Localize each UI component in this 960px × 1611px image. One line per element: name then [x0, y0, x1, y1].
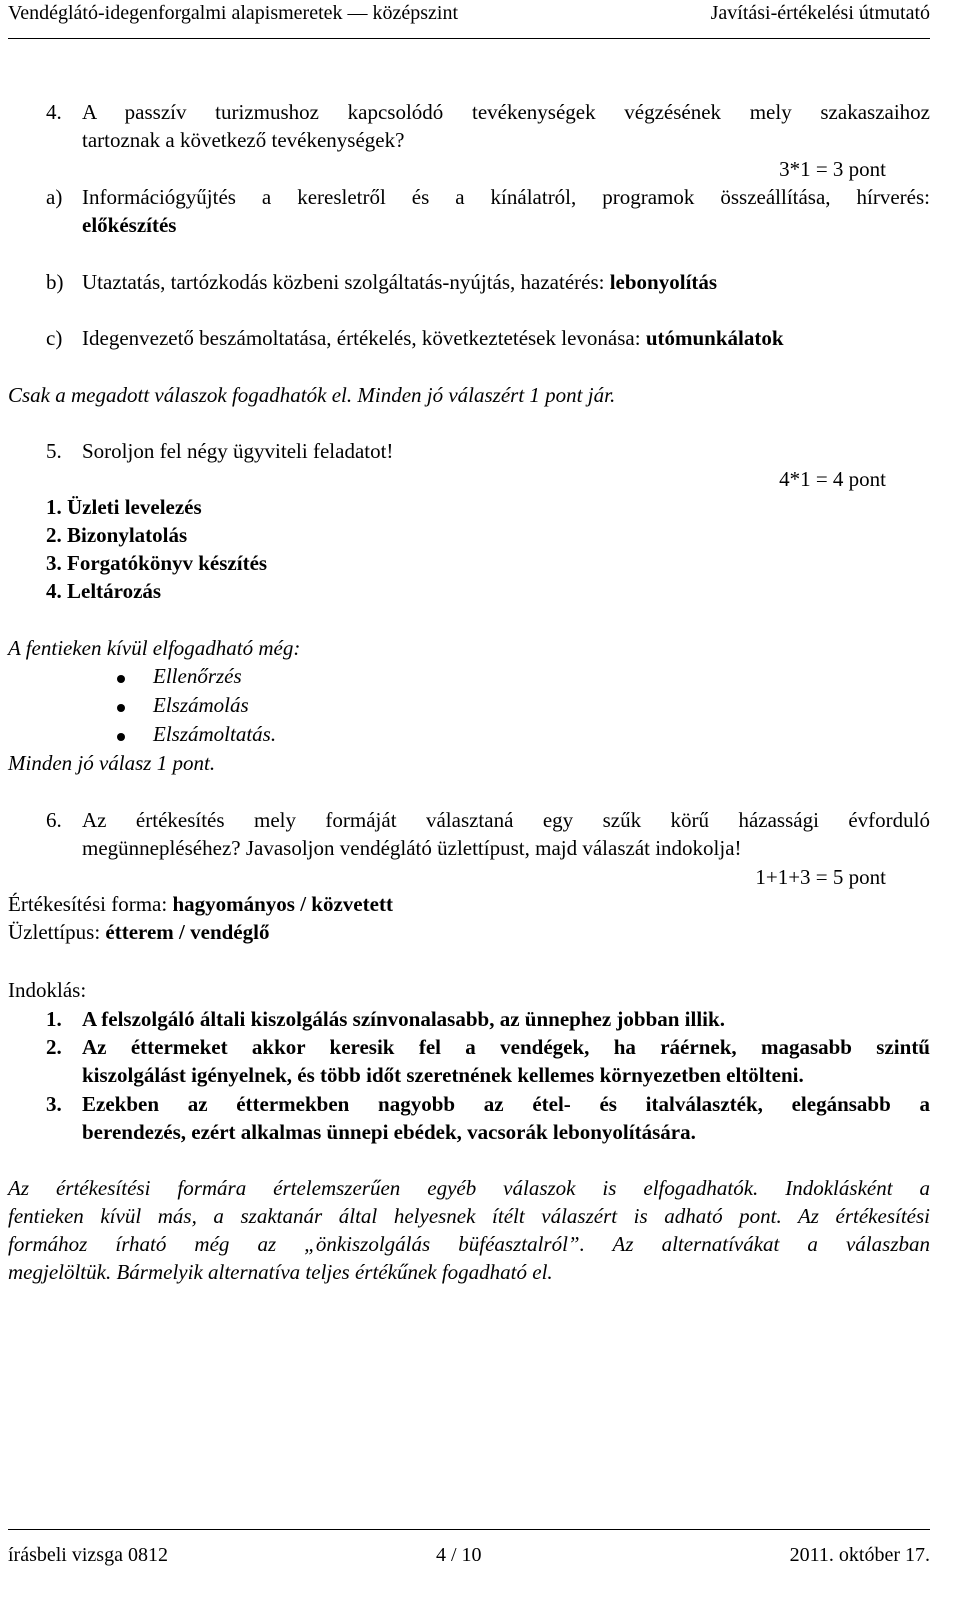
header-title: Vendéglátó-idegenforgalmi alapismeretek — középszint	[8, 2, 459, 24]
q6-note-line1: Az értékesítési formára értelemszerűen egyéb válaszok is elfogadhatók. Indoklásként a	[8, 1176, 930, 1200]
q6-form-answer: hagyományos / közvetett	[172, 892, 393, 916]
q5-extra-2: Elszámolás	[153, 693, 249, 717]
q4-c-label: c)	[46, 326, 63, 350]
q6-reason-1: A felszolgáló általi kiszolgálás színvonalasabb, az ünnephez jobban illik.	[82, 1007, 725, 1031]
q6-note-line2: fentieken kívül más, a szaktanár által helyesnek ítélt válaszért is adható pont. Az értékesítési	[8, 1204, 930, 1228]
q5-extra-intro: A fentieken kívül elfogadható még:	[8, 636, 301, 660]
bullet-icon	[117, 733, 125, 741]
q4-c-answer: utómunkálatok	[645, 326, 784, 350]
q4-a-answer: előkészítés	[82, 213, 177, 237]
q5-answer-2: 2. Bizonylatolás	[46, 523, 188, 547]
q6-reason-label: Indoklás:	[8, 978, 87, 1002]
q6-note-line4: megjelöltük. Bármelyik alternatíva teljes értékűnek fogadható el.	[8, 1260, 553, 1284]
footer-divider	[8, 1529, 930, 1530]
q6-form	[8, 892, 393, 917]
bullet-icon	[117, 704, 125, 712]
q4-c-item	[82, 326, 784, 351]
q4-note: Csak a megadott válaszok fogadhatók el. Minden jó válaszért 1 pont jár.	[8, 383, 616, 407]
q6-reason-2-line2: kiszolgálást igényelnek, és több időt szeretnének kellemes környezetben eltölteni.	[82, 1063, 804, 1087]
q4-points: 3*1 = 3 pont	[779, 157, 886, 181]
q6-number: 6.	[46, 808, 62, 832]
q4-a-text: Információgyűjtés a keresletről és a kínálatról, programok összeállítása, hírverés:	[82, 185, 930, 209]
q6-question-line1: Az értékesítés mely formáját választaná egy szűk körű házassági évforduló	[82, 808, 930, 832]
header-subtitle: Javítási-értékelési útmutató	[710, 2, 930, 24]
q6-reason-2-line1: Az éttermeket akkor keresik fel a vendégek, ha ráérnek, magasabb szintű	[82, 1035, 930, 1059]
q6-type	[8, 920, 269, 945]
q4-number: 4.	[46, 100, 62, 124]
q5-extra-3: Elszámoltatás.	[153, 722, 277, 746]
bullet-icon	[117, 675, 125, 683]
q6-reason-2-number: 2.	[46, 1035, 62, 1059]
q5-number: 5.	[46, 439, 62, 463]
q4-b-text: Utaztatás, tartózkodás közbeni szolgáltatás-nyújtás, hazatérés:	[82, 270, 610, 294]
q5-answer-3: 3. Forgatókönyv készítés	[46, 551, 268, 575]
header-divider	[8, 38, 930, 39]
footer-page: 4 / 10	[436, 1544, 482, 1566]
footer-exam: írásbeli vizsga 0812	[8, 1544, 168, 1566]
q6-reason-3-number: 3.	[46, 1092, 62, 1116]
q5-answer-4: 4. Leltározás	[46, 579, 162, 603]
q6-points: 1+1+3 = 5 pont	[755, 865, 886, 889]
q5-note: Minden jó válasz 1 pont.	[8, 751, 216, 775]
q6-form-label: Értékesítési forma:	[8, 892, 173, 916]
q6-type-answer: étterem / vendéglő	[105, 920, 270, 944]
q6-type-label: Üzlettípus:	[8, 920, 106, 944]
q4-b-answer: lebonyolítás	[609, 270, 718, 294]
q6-reason-3-line2: berendezés, ezért alkalmas ünnepi ebédek, vacsorák lebonyolítására.	[82, 1120, 696, 1144]
q5-points: 4*1 = 4 pont	[779, 467, 886, 491]
q6-question-line2: megünnepléséhez? Javasoljon vendéglátó üzlettípust, majd válaszát indokolja!	[82, 836, 742, 860]
q4-question-line1: A passzív turizmushoz kapcsolódó tevékenységek végzésének mely szakaszaihoz	[82, 100, 930, 124]
q4-b-item	[82, 270, 717, 295]
q4-question-line2: tartoznak a következő tevékenységek?	[82, 128, 405, 152]
q4-c-text: Idegenvezető beszámoltatása, értékelés, következtetések levonása:	[82, 326, 646, 350]
q5-question: Soroljon fel négy ügyviteli feladatot!	[82, 439, 394, 463]
q6-reason-1-number: 1.	[46, 1007, 62, 1031]
q4-b-label: b)	[46, 270, 64, 294]
q5-extra-1: Ellenőrzés	[153, 664, 242, 688]
footer-date: 2011. október 17.	[789, 1544, 930, 1566]
q6-reason-3-line1: Ezekben az éttermekben nagyobb az étel- és italválaszték, elegánsabb a	[82, 1092, 930, 1116]
q6-note-line3: formához írható még az „önkiszolgálás büféasztalról”. Az alternatívákat a válaszban	[8, 1232, 930, 1256]
q5-answer-1: 1. Üzleti levelezés	[46, 495, 202, 519]
q4-a-label: a)	[46, 185, 63, 209]
